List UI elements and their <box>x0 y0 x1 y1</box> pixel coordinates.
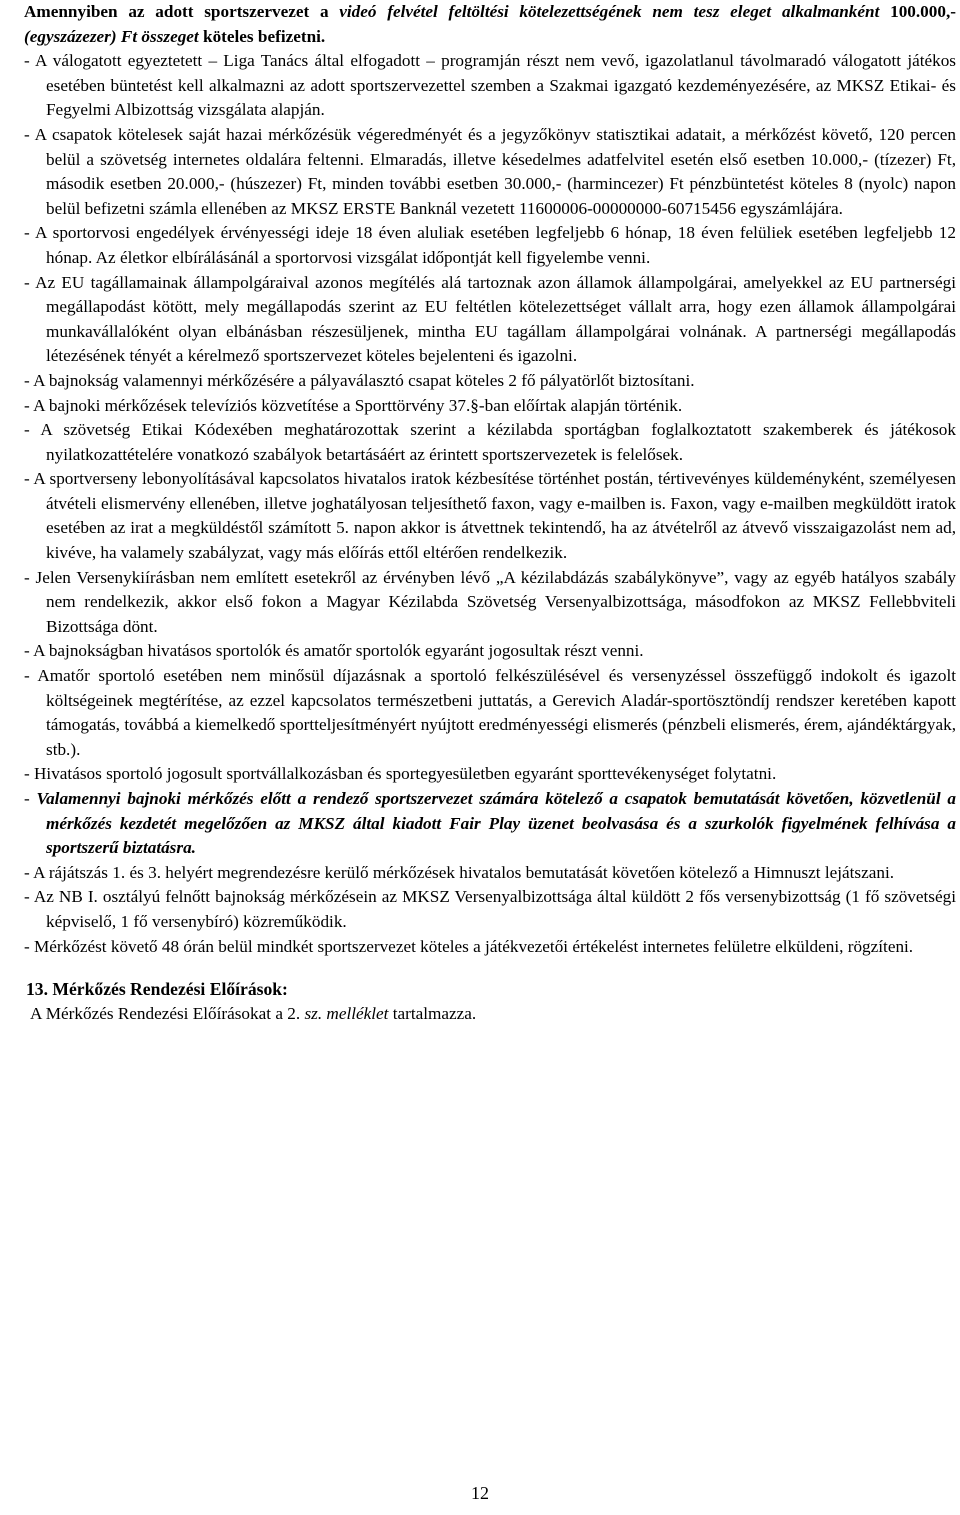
rule-item: - A bajnokság valamennyi mérkőzésére a pályaválasztó csapat köteles 2 fő pályatörlőt biztosítani. <box>24 370 695 390</box>
rule-item-fair-play <box>24 787 956 861</box>
rule-item-fair-play-text: Valamennyi bajnoki mérkőzés előtt a rendező sportszervezet számára kötelező a csapatok bemutatását követően, közvetlenül a mérkőzés kezdetét megelőzően az MKSZ által kiadott Fair Play üzenet beolvasása és a szurkolók figyelmének felhívása a sportszerű biztatásra. <box>36 789 956 858</box>
section-text-2: tartalmazza. <box>388 1003 477 1023</box>
rule-item: - A rájátszás 1. és 3. helyért megrendezésre kerülő mérkőzések hivatalos bemutatását követően kötelező a Himnuszt lejátszani. <box>24 862 895 882</box>
rule-item: - A sportorvosi engedélyek érvényességi ideje 18 éven aluliak esetében legfeljebb 6 hónap, 18 éven felüliek esetében legfeljebb 12 hónap. Az életkor elbírálásánál a sportorvosi vizsgálat időpontját kell figyelembe venni. <box>24 223 956 267</box>
intro-text-3: 100.000,- <box>879 2 956 21</box>
rule-item: - Az EU tagállamainak állampolgáraival azonos megítélés alá tartoznak azon államok állampolgárai, amelyekkel az EU partnerségi megállapodást kötött, mely megállapodás szerint az EU feltétlen kötelezettséget vállalt arra, hogy ezen államok állampolgárai munkavállalóként olyan elbánásban részesüljenek, mintha EU tagállam állampolgárai volnának. A partnerségi megállapodás létezésének tényét a kérelmező sportszervezet köteles bejelenteni és igazolni. <box>24 272 956 366</box>
rule-item: - Hivatásos sportoló jogosult sportvállalkozásban és sportegyesületben egyaránt sporttevékenységet folytatni. <box>24 764 777 784</box>
rule-item: - A bajnoki mérkőzések televíziós közvetítése a Sporttörvény 37.§-ban előírtak alapján történik. <box>24 395 683 415</box>
document-page <box>24 0 956 1026</box>
intro-text-2: videó felvétel feltöltési kötelezettségének nem tesz eleget alkalmanként <box>339 2 880 21</box>
intro-text-1: Amennyiben az adott sportszervezet a <box>24 2 340 21</box>
page-number: 12 <box>471 1483 489 1503</box>
section-text-1: A Mérkőzés Rendezési Előírásokat a 2. <box>30 1003 305 1023</box>
section-heading: 13. Mérkőzés Rendezési Előírások: <box>26 979 288 1000</box>
section-text-italic: sz. melléklet <box>304 1003 389 1023</box>
intro-text-5: köteles befizetni. <box>198 26 326 46</box>
rule-item: - Amatőr sportoló esetében nem minősül díjazásnak a sportoló felkészülésével és versenyzéssel összefüggő indokolt és igazolt költségeinek megtérítése, az ezzel kapcsolatos természetbeni juttatás, a Gerevich Aladár-sportösztöndíj rendszer keretében kapott támogatás, továbbá a kiemelkedő sportteljesítményért nyújtott eredményességi elismerés (pénzbeli elismerés, érem, ajándéktárgyak, stb.). <box>24 666 956 759</box>
rule-item-dash: - <box>24 789 37 808</box>
spacer <box>24 959 956 969</box>
rule-item: - A szövetség Etikai Kódexében meghatározottak szerint a kézilabda sportágban foglalkoztatott szakemberek és játékosok nyilatkozattételére vonatkozó szabályok betartásáért az érintett sportszervezetek is felelősek. <box>24 420 956 464</box>
intro-paragraph <box>24 0 956 49</box>
rule-item: - Jelen Versenykiírásban nem említett esetekről az érvényben lévő „A kézilabdázás szabálykönyve”, vagy az egyéb hatályos szabály nem rendelkezik, akkor első fokon a Magyar Kézilabda Szövetség Versenyalbizottsága, másodfokon az MKSZ Fellebbviteli Bizottsága dönt. <box>24 567 956 636</box>
rule-item: - Az NB I. osztályú felnőtt bajnokság mérkőzésein az MKSZ Versenyalbizottsága által küldött 2 fős versenybizottság (1 fő szövetségi képviselő, 1 fő versenybíró) közreműködik. <box>24 887 956 931</box>
rule-item: - Mérkőzést követő 48 órán belül mindkét sportszervezet köteles a játékvezetői értékelést internetes felületre elküldeni, rögzíteni. <box>24 936 914 956</box>
section-text <box>30 1002 956 1027</box>
rule-item: - A bajnokságban hivatásos sportolók és amatőr sportolók egyaránt jogosultak részt venni. <box>24 641 644 661</box>
rule-item: - A csapatok kötelesek saját hazai mérkőzésük végeredményét és a jegyzőkönyv statisztikai adatait, a mérkőzést követő, 120 percen belül a szövetség internetes oldalára feltenni. Elmaradás, illetve késedelmes adatfelvitel esetén első esetben 10.000,- (tízezer) Ft, második esetben 20.000,- (húszezer) Ft, minden további esetben 30.000,- (harmincezer) Ft pénzbüntetést köteles 8 (nyolc) napon belül befizetni számla ellenében az MKSZ ERSTE Banknál vezetett 11600006-00000000-60715456 egyszámlájára. <box>24 124 956 218</box>
intro-text-4: (egyszázezer) Ft összeget <box>24 26 199 46</box>
rule-item: - A sportverseny lebonyolításával kapcsolatos hivatalos iratok kézbesítése történhet postán, tértivevényes küldeményként, személyesen átvételi elismervény ellenében, illetve joghatályosan teljesíthető faxon, vagy e-mailben is. Faxon, vagy e-mailben megküldött iratok esetében az irat a megküldéstől számított 5. napon akkor is átvettnek tekintendő, ha az átvételről az átvevő visszaigazolást nem ad, kivéve, ha valamely szabályzat, vagy más előírás ettől eltérően rendelkezik. <box>24 469 956 563</box>
rule-item: - A válogatott egyeztetett – Liga Tanács által elfogadott – programján részt nem vevő, igazolatlanul távolmaradó válogatott játékos esetében büntetést kell alkalmazni az adott sportszervezettel szemben a Szakmai igazgató kezdeményezésére, az MKSZ Etikai- és Fegyelmi Albizottság vizsgálata alapján. <box>24 51 956 120</box>
